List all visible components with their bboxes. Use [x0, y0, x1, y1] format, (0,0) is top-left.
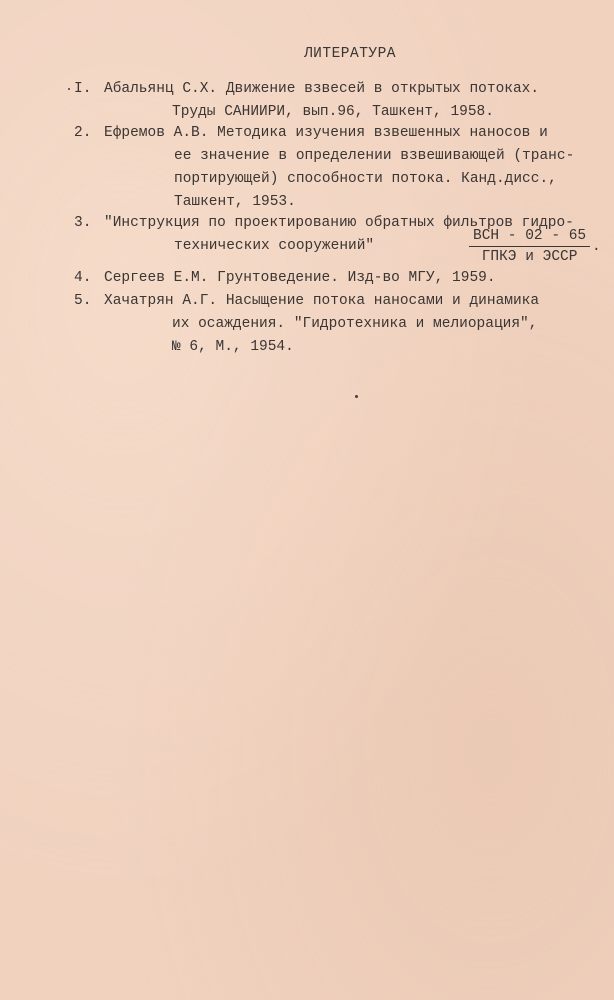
- reference-line: Труды САНИИРИ, вып.96, Ташкент, 1958.: [172, 104, 494, 120]
- reference-line: Ташкент, 1953.: [174, 194, 296, 210]
- reference-line: портирующей) способности потока. Канд.дисс.,: [174, 171, 557, 187]
- reference-line: "Инструкция по проектированию обратных фильтров гидро-: [104, 215, 574, 231]
- reference-number: 5.: [74, 293, 92, 309]
- reference-item-1: [74, 78, 539, 124]
- reference-item-5: [74, 290, 539, 359]
- page-heading: ЛИТЕРАТУРА: [303, 46, 396, 62]
- standard-code-fraction: [469, 226, 590, 267]
- fraction-denominator: ГПКЭ и ЭССР: [481, 249, 578, 265]
- reference-line: технических сооружений": [174, 238, 375, 254]
- reference-item-2: [74, 122, 574, 214]
- trailing-period: .: [592, 239, 601, 255]
- reference-item-4: [74, 267, 496, 290]
- paper-speck: [355, 395, 358, 398]
- reference-line: Ефремов А.В. Методика изучения взвешенных наносов и: [104, 125, 548, 141]
- reference-number: 3.: [74, 215, 92, 231]
- reference-line: ее значение в определении взвешивающей (транс-: [174, 148, 575, 164]
- reference-number: 4.: [74, 270, 92, 286]
- paper-speck: [68, 88, 70, 90]
- reference-line: № 6, М., 1954.: [172, 339, 294, 355]
- reference-line: их осаждения. "Гидротехника и мелиорация",: [172, 316, 538, 332]
- reference-line: Хачатрян А.Г. Насыщение потока наносами и динамика: [104, 293, 540, 309]
- reference-line: Сергеев Е.М. Грунтоведение. Изд-во МГУ, 1959.: [104, 270, 496, 286]
- fraction-numerator: ВСН - 02 - 65: [469, 226, 590, 247]
- reference-number: I.: [74, 81, 92, 97]
- reference-number: 2.: [74, 125, 92, 141]
- reference-line: Абальянц С.Х. Движение взвесей в открытых потоках.: [104, 81, 540, 97]
- reference-item-3: [74, 212, 601, 265]
